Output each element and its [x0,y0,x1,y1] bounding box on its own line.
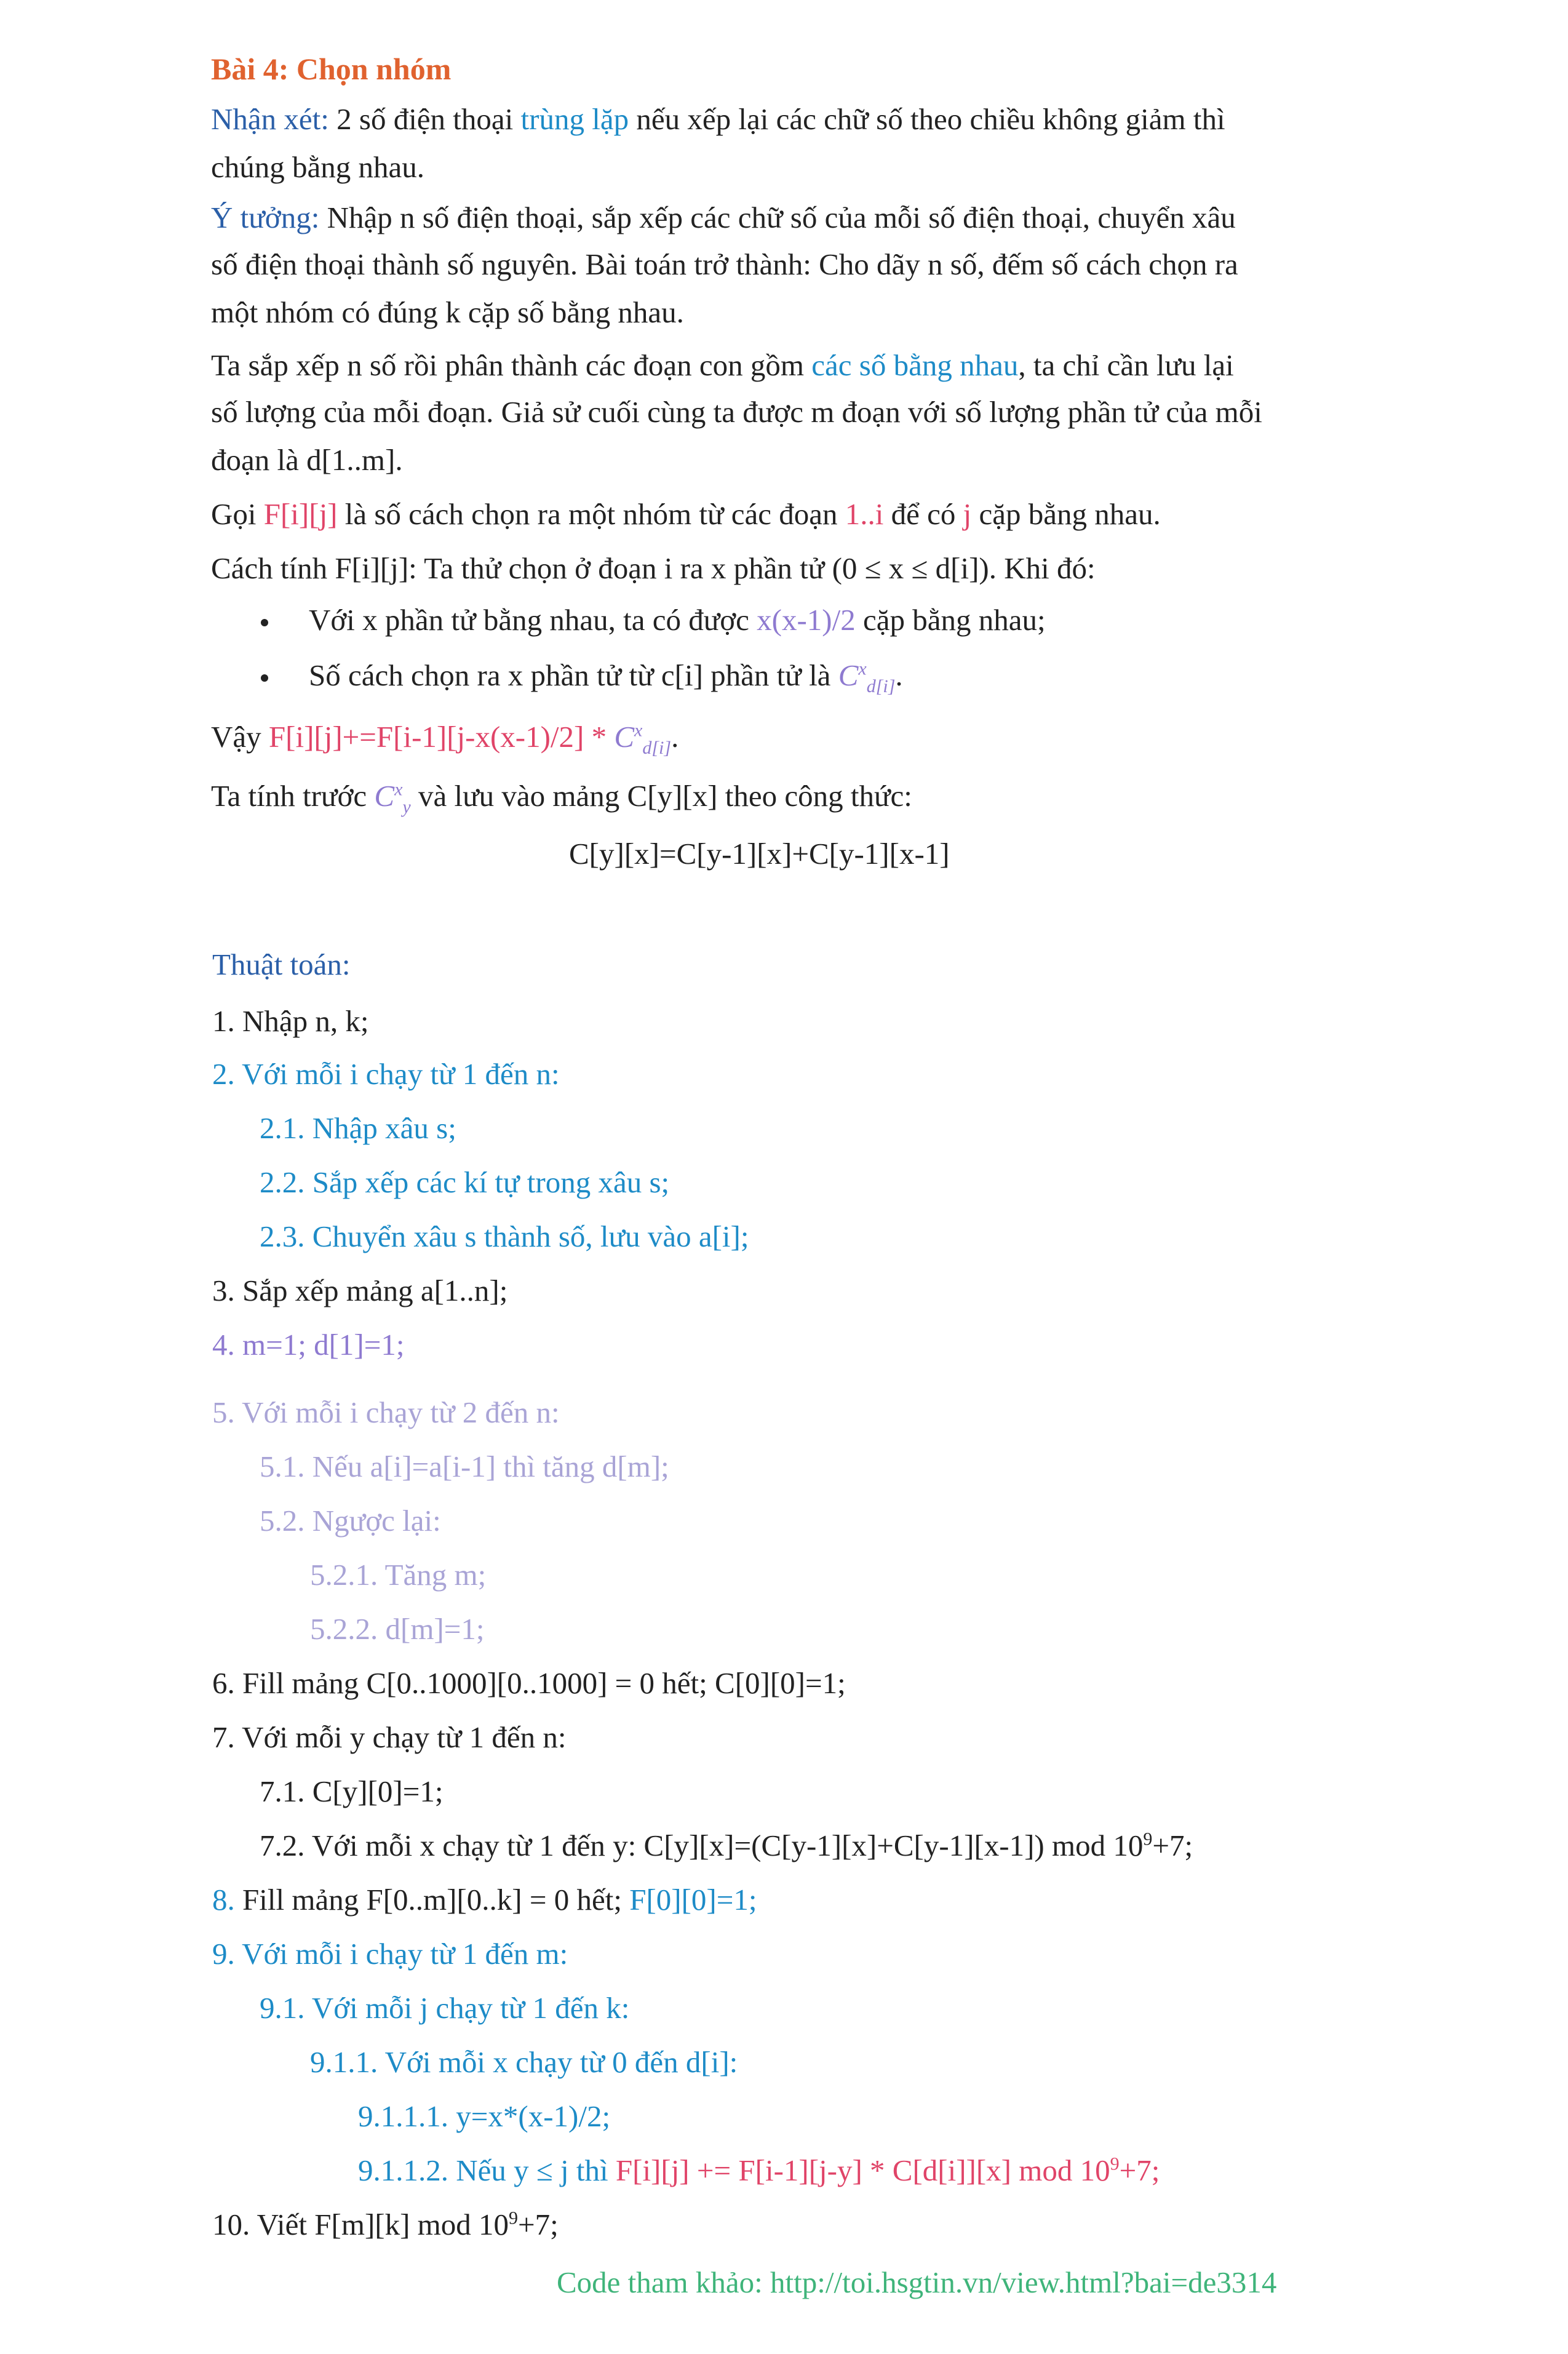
binomial-c-dx-2: $C^x_{d[i]}$ [614,720,672,758]
step-2-3: 2.3. Chuyển xâu s thành số, lưu vào a[i]; [260,1219,749,1253]
step-2: 2. Với mỗi i chạy từ 1 đến n: [212,1057,560,1091]
step-9-1-1: 9.1.1. Với mỗi x chạy từ 0 đến d[i]: [310,2045,738,2079]
para3-line-3: đoạn là d[1..m]. [211,443,403,477]
step-5: 5. Với mỗi i chạy từ 2 đến n: [212,1395,560,1429]
step-1: 1. Nhập n, k; [212,1004,369,1038]
binomial-c-yx: $C^x_y$ [374,779,411,817]
bullet-2: Số cách chọn ra x phần tử từ c[i] phần tử là $C^x_{d[i]}$. [309,658,903,696]
step-8-text: Fill mảng F[0..m][0..k] = 0 hết; [242,1883,630,1917]
step-8: 8. Fill mảng F[0..m][0..k] = 0 hết; F[0][0]=1; [212,1883,757,1917]
step-5-1: 5.1. Nếu a[i]=a[i-1] thì tăng d[m]; [260,1450,669,1483]
para3-highlight: các số bằng nhau [811,348,1019,382]
step-4: 4. m=1; d[1]=1; [212,1328,405,1362]
binomial-c-dx: $C^x_{d[i]}$ [838,658,896,696]
step-5-2-2: 5.2.2. d[m]=1; [310,1612,485,1646]
cach-tinh-line: Cách tính F[i][j]: Ta thử chọn ở đoạn i ra x phần tử (0 ≤ x ≤ d[i]). Khi đó: [211,551,1096,585]
y-tuong-line-2: số điện thoại thành số nguyên. Bài toán trở thành: Cho dãy n số, đếm số cách chọn ra [211,247,1238,281]
step-3: 3. Sắp xếp mảng a[1..n]; [212,1274,508,1307]
step-7: 7. Với mỗi y chạy từ 1 đến n: [212,1720,567,1754]
tinh-truoc-line: Ta tính trước $C^x_y$ và lưu vào mảng C[y][x] theo công thức: [211,779,912,817]
goi-line: Gọi F[i][j] là số cách chọn ra một nhóm từ các đoạn 1..i để có j cặp bằng nhau. [211,497,1161,531]
step-9: 9. Với mỗi i chạy từ 1 đến m: [212,1937,568,1971]
vay-line: Vậy $F[i][j]+=F[i-1][j-x(x-1)/2] * C^x_{d[i]}$. [211,720,679,758]
recurrence-formula: C[y][x]=C[y-1][x]+C[y-1][x-1] [569,837,950,871]
para3-line-1: Ta sắp xếp n số rồi phân thành các đoạn con gồm các số bằng nhau, ta chỉ cần lưu lại [211,348,1234,382]
nhan-xet-highlight: trùng lặp [520,102,629,136]
y-tuong-line-3: một nhóm có đúng k cặp số bằng nhau. [211,295,684,329]
bullet-dot-1 [261,619,268,626]
step-9-1-1-2: 9.1.1.2. Nếu y ≤ j thì F[i][j] += F[i-1][j-y] * C[d[i]][x] mod $10^9+7$; [358,2153,1160,2187]
algo-heading: Thuật toán: [212,948,351,981]
step-5-2: 5.2. Ngược lại: [260,1504,441,1538]
nhan-xet-line-2: chúng bằng nhau. [211,150,424,184]
step-9-1-1-1: 9.1.1.1. y=x*(x-1)/2; [358,2099,611,2133]
y-tuong-label: Ý tưởng: [211,201,320,234]
y-tuong-line-1: Ý tưởng: Nhập n số điện thoại, sắp xếp các chữ số của mỗi số điện thoại, chuyển xâu [211,201,1236,234]
step-9-1: 9.1. Với mỗi j chạy từ 1 đến k: [260,1991,630,2025]
step-6: 6. Fill mảng C[0..1000][0..1000] = 0 hết; C[0][0]=1; [212,1666,846,1700]
step-5-2-1: 5.2.1. Tăng m; [310,1558,487,1592]
step-10: 10. Viết F[m][k] mod $10^9+7$; [212,2208,559,2241]
step-7-2: 7.2. Với mỗi x chạy từ 1 đến y: C[y][x]=(C[y-1][x]+C[y-1][x-1]) mod $10^9+7$; [260,1829,1193,1862]
nhan-xet-line-1: Nhận xét: 2 số điện thoại trùng lặp nếu xếp lại các chữ số theo chiều không giảm thì [211,102,1225,136]
nhan-xet-label: Nhận xét: [211,102,329,136]
bullet-1: Với x phần tử bằng nhau, ta có được x(x-1)/2 cặp bằng nhau; [309,603,1046,637]
bullet-dot-2 [261,674,268,682]
reference-code-link[interactable]: Code tham khảo: http://toi.hsgtin.vn/view.html?bai=de3314 [557,2265,1277,2299]
para3-line-2: số lượng của mỗi đoạn. Giả sử cuối cùng ta được m đoạn với số lượng phần tử của mỗi [211,395,1262,429]
step-2-1: 2.1. Nhập xâu s; [260,1111,456,1145]
step-2-2: 2.2. Sắp xếp các kí tự trong xâu s; [260,1165,670,1199]
page-title: Bài 4: Chọn nhóm [211,52,452,86]
step-7-1: 7.1. C[y][0]=1; [260,1774,444,1808]
